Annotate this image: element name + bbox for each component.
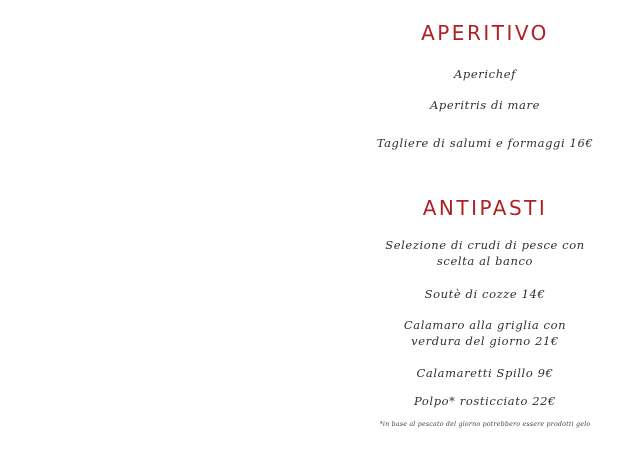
menu-item-aperichef: Aperichef — [454, 67, 516, 81]
menu-item-calamaro-line1: Calamaro alla griglia con — [403, 318, 567, 332]
menu-item-calamaro — [340, 317, 630, 349]
menu-item-crudi-line1: Selezione di crudi di pesce con — [385, 238, 585, 252]
menu-item-soute: Soutè di cozze 14€ — [424, 287, 546, 301]
menu-item-calamaro-line2: verdura del giorno 21€ — [411, 334, 559, 348]
menu-item-crudi-line2: scelta al banco — [436, 254, 534, 268]
antipasti-heading: ANTIPASTI — [422, 196, 548, 220]
aperitivo-heading: APERITIVO — [421, 21, 549, 45]
menu-item-crudi — [340, 237, 630, 269]
menu-item-calamaretti: Calamaretti Spillo 9€ — [416, 366, 554, 380]
menu-item-polpo: Polpo* rosticciato 22€ — [414, 394, 556, 408]
footnote: *in base al pescato del giorno potrebbero essere prodotti gelo — [379, 421, 591, 428]
menu-item-aperitris: Aperitris di mare — [430, 98, 540, 112]
menu-item-tagliere: Tagliere di salumi e formaggi 16€ — [376, 136, 594, 150]
